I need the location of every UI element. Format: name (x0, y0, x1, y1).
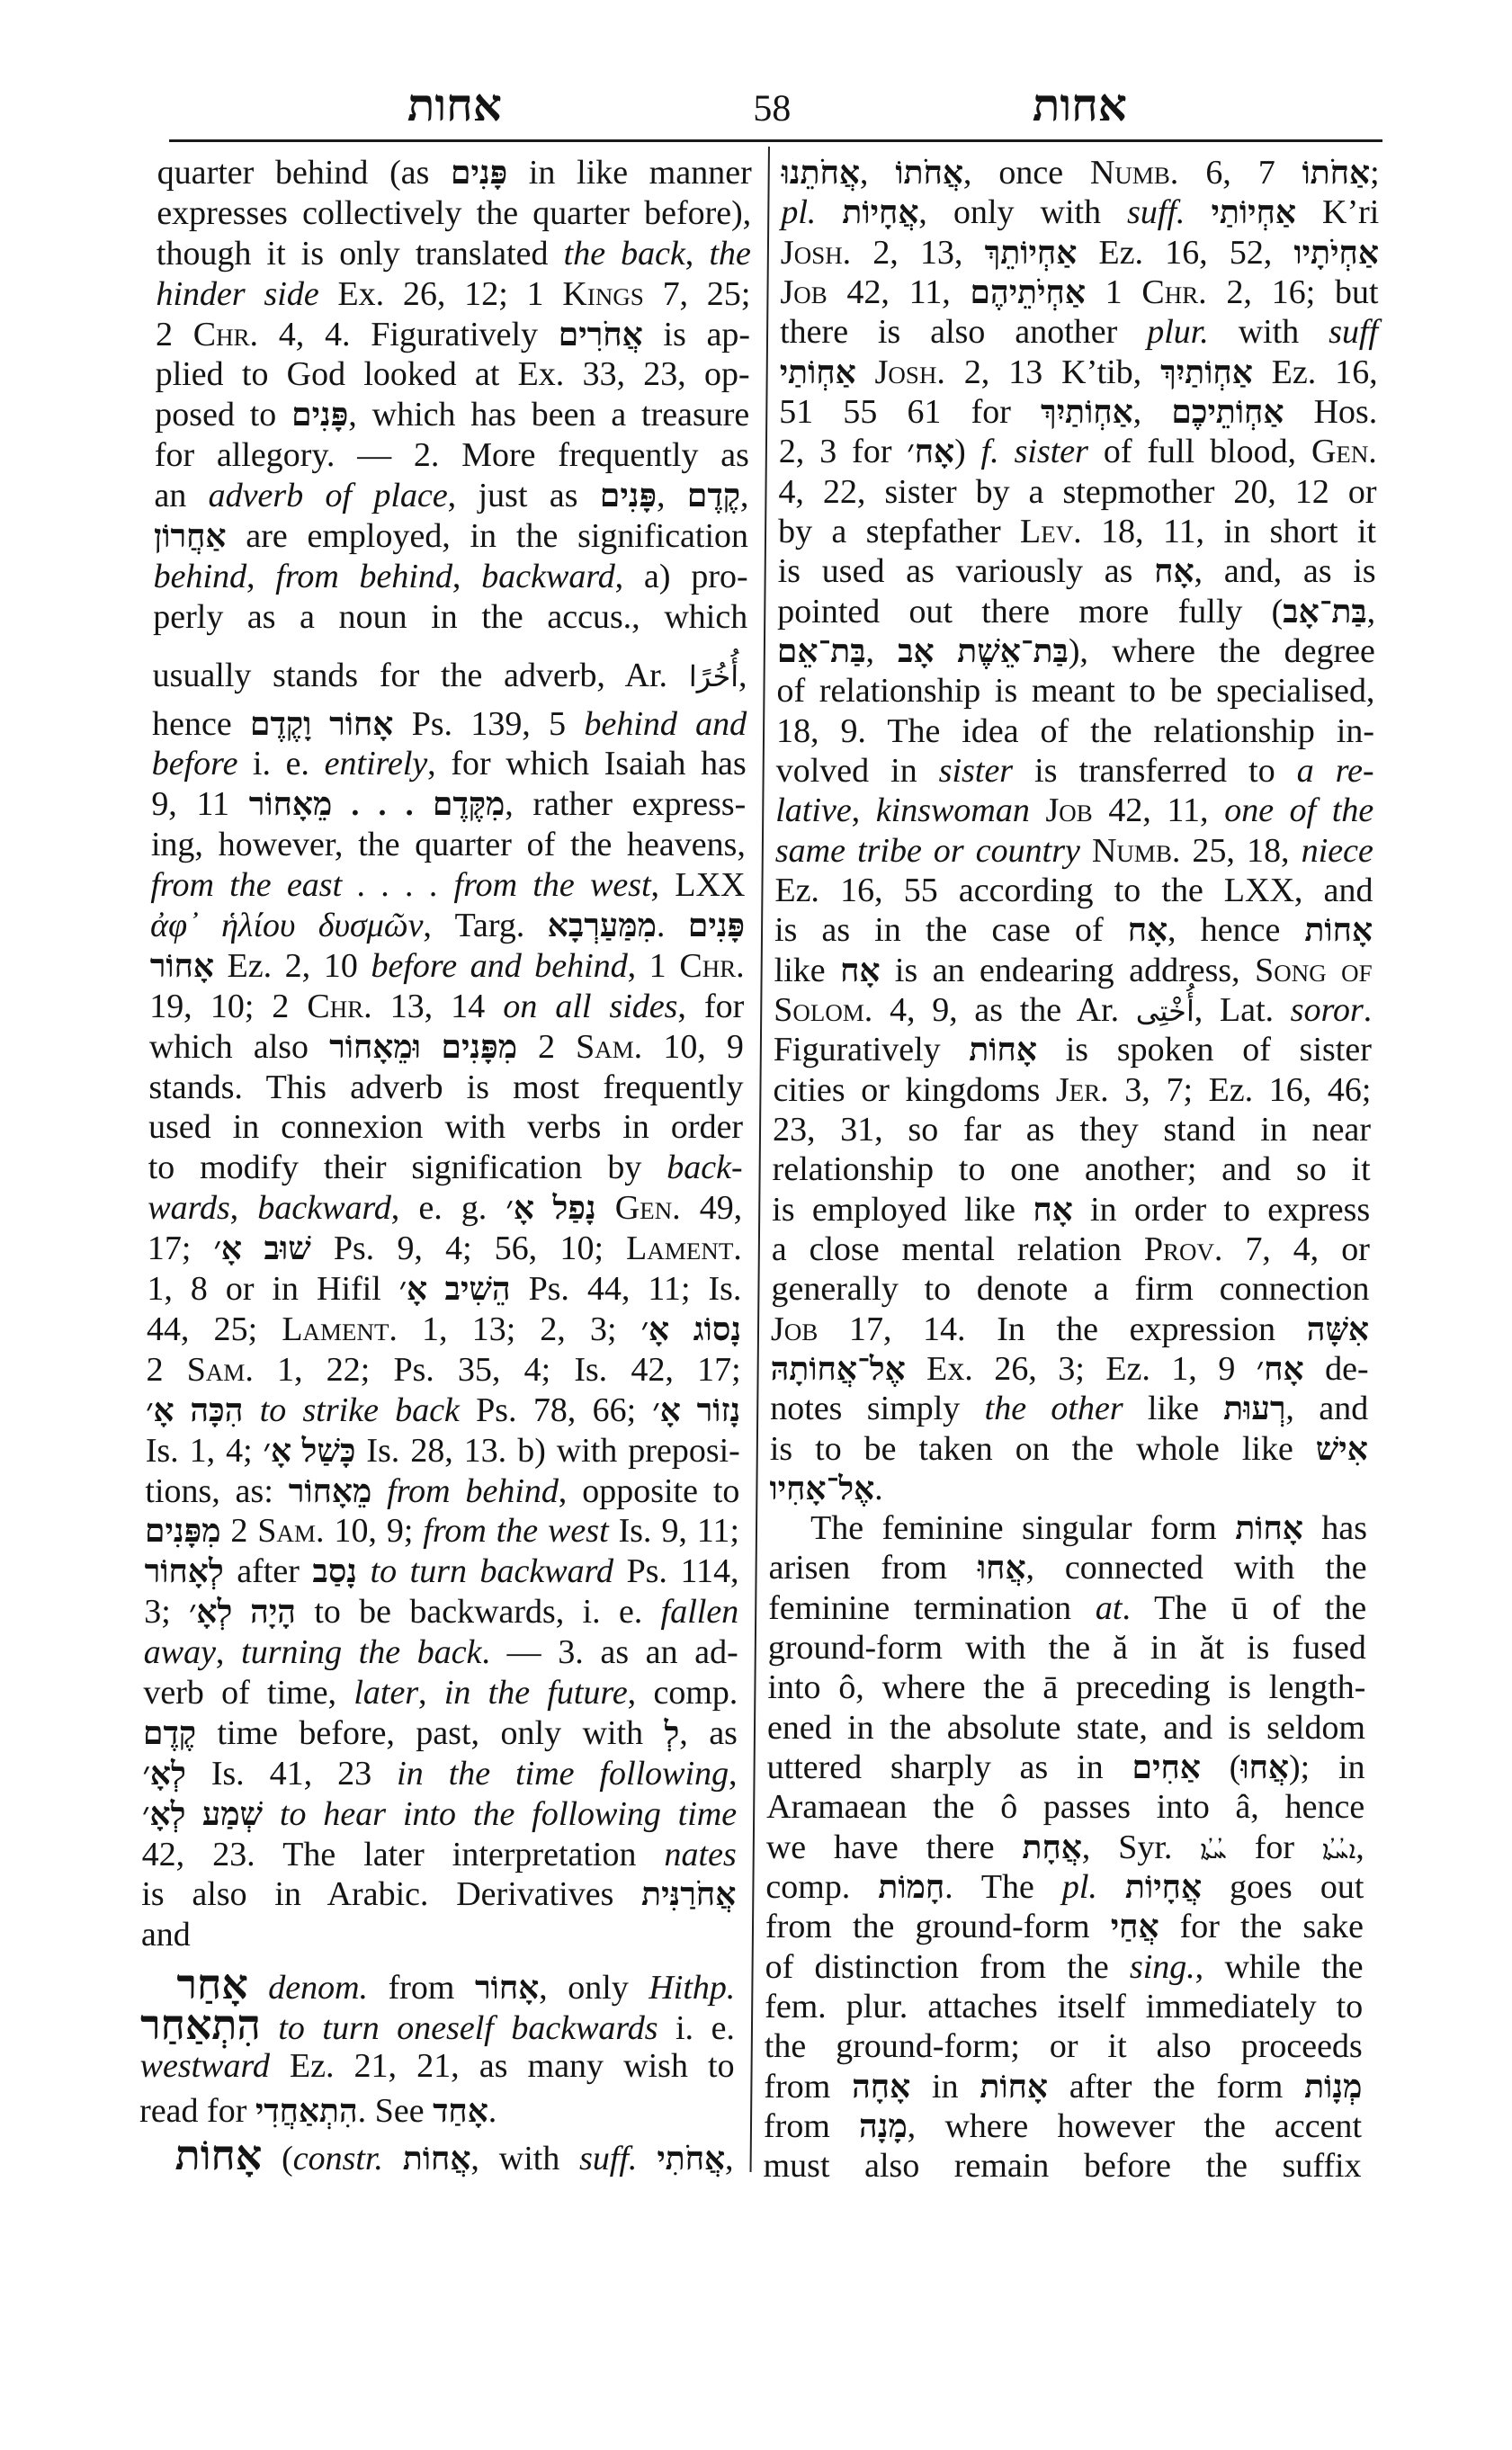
text-line: relationship to one another; and so it (772, 1150, 1371, 1189)
text-line: by a stepfather Lev. 18, 11, in short it (777, 512, 1377, 550)
italic-text: one of the (1223, 791, 1374, 830)
italic-text: westward (139, 2046, 271, 2085)
hebrew-word: אֲחָת (1022, 1829, 1083, 1865)
text-line: the ground-form; or it also proceeds (764, 2027, 1363, 2066)
text-line (142, 1794, 737, 1835)
hebrew-word: נָזוֹר אָ׳ (652, 1391, 741, 1428)
hebrew-word: לְ (664, 1714, 680, 1751)
hebrew-word: כָּשַׁל אָ׳ (263, 1432, 356, 1469)
hebrew-word: אַחְוֹתַיִךְ (1159, 353, 1254, 390)
italic-text: from the east . . . . from the west (150, 866, 651, 905)
hebrew-word: אָחוֹת (980, 2068, 1049, 2105)
hebrew-headword: אָחַר (176, 1962, 249, 2008)
italic-text: sing. (1129, 1947, 1195, 1986)
text-line: 18, 9. The idea of the relationship in- (775, 711, 1375, 750)
text-line: Is. 1, 4; כָּשַׁל אָ׳ Is. 28, 13. b) with preposi- (145, 1431, 741, 1470)
text-line: feminine termination at. The ū of the (768, 1588, 1367, 1627)
italic-text: on all sides (503, 987, 678, 1025)
book-reference: Gen. (614, 1189, 681, 1228)
italic-text: behind (153, 557, 247, 595)
book-reference: Job (1045, 791, 1093, 830)
text-line: from the east . . . . from the west, LXX (150, 866, 746, 905)
italic-text: plur. (1146, 313, 1210, 352)
text-line: 4, 22, sister by a stepmother 20, 12 or (778, 472, 1377, 511)
text-line: like אָח is an endearing address, Song of (774, 951, 1373, 989)
text-line: ing, however, the quarter of the heavens, (150, 826, 747, 864)
text-line: אֲחֹתֵנוּ, אֲחֹתוֹ, once Numb. 6, 7 אַחֹתוֹ; (781, 154, 1380, 192)
text-line: quarter behind (as פָּנִים in like manner (157, 154, 752, 192)
hebrew-word: אַחְיוֹתֵךְ (984, 234, 1078, 271)
book-reference: Chr. (307, 987, 372, 1025)
hebrew-word: אַחְיֹתָיו (1293, 234, 1380, 271)
italic-text: lative (775, 791, 852, 830)
italic-text: away (143, 1633, 217, 1672)
italic-text: sister (938, 751, 1014, 790)
hebrew-word: אָח (839, 952, 881, 988)
text-line: pointed out there more fully (בַּת־אָב, (777, 592, 1376, 630)
hebrew-word: אָחַד (432, 2092, 488, 2129)
text-line: volved in sister is transferred to a re- (775, 751, 1374, 790)
header-rule (169, 139, 1382, 142)
italic-text: suff (1329, 313, 1379, 352)
hebrew-word: הִכָּה אָ׳ (146, 1391, 244, 1428)
text-line: hinder side Ex. 26, 12; 1 Kings 7, 25; (156, 274, 751, 313)
text-line: we have there אֲחָת, Syr. ܚܳܬܳܐ for ܐܚܳܬܳܐ, (765, 1828, 1365, 1866)
text-line: 2 Sam. 1, 22; Ps. 35, 4; Is. 42, 17; (146, 1350, 741, 1389)
hebrew-word: אֲחָיוֹת (842, 194, 919, 231)
text-line: of distinction from the sing., while the (765, 1947, 1364, 1986)
hebrew-word: אַחְיוֹתַי (1211, 194, 1297, 231)
text-line: from the ground-form אֲחַי for the sake (765, 1908, 1364, 1946)
text-line: 1, 8 or in Hifil הֵשִׁיב אָ׳ Ps. 44, 11; Is. (147, 1270, 742, 1309)
italic-text: from the west (423, 1512, 609, 1551)
hebrew-word: אָחוֹת (969, 1032, 1038, 1069)
text-line: Figuratively אָחוֹת is spoken of sister (773, 1031, 1373, 1069)
italic-text: suff. (578, 2139, 638, 2177)
hebrew-word: נָסַב (312, 1553, 358, 1590)
text-line: notes simply the other like רְעוּת, and (770, 1390, 1369, 1428)
text-line: הִכָּה אָ׳ to strike back Ps. 78, 66; נָזוֹר אָ׳ (146, 1390, 741, 1429)
italic-text: backward (481, 557, 615, 595)
book-reference: Chr. (679, 946, 745, 985)
book-reference: Lament. (282, 1310, 398, 1348)
hebrew-word: אָחוֹת (1235, 1510, 1304, 1547)
text-line: is employed like אָח in order to express (772, 1190, 1371, 1229)
text-line: אֶל־אֲחוֹתָהּ Ex. 26, 3; Ez. 1, 9 אָח׳ de- (770, 1349, 1369, 1388)
italic-text: from behind (275, 557, 453, 595)
hebrew-word: פָּנִים (687, 908, 746, 944)
hebrew-word: אַחֹתוֹ (1302, 155, 1371, 191)
text-line: plied to God looked at Ex. 33, 23, op- (155, 355, 750, 394)
italic-text: the (709, 234, 752, 273)
hebrew-word: אֲחוֹת (402, 2140, 471, 2177)
hebrew-word: אָח (1127, 912, 1168, 949)
text-line: expresses collectively the quarter before), (157, 193, 752, 232)
text-line: wards, backward, e. g. נָפַל אָ׳ Gen. 49, (148, 1189, 743, 1228)
italic-text: to turn backward (370, 1552, 614, 1591)
book-reference: Sam. (257, 1512, 325, 1551)
italic-text: before and behind (371, 946, 628, 985)
book-reference: Josh. (780, 233, 852, 272)
hebrew-word: רְעוּת (1223, 1390, 1286, 1427)
italic-text: the back (563, 234, 686, 273)
italic-text: backward (257, 1189, 392, 1228)
book-reference: Job (770, 1310, 819, 1348)
text-line: and (140, 1916, 191, 1954)
text-line: אַחֲרוֹן are employed, in the signification (153, 517, 749, 556)
hebrew-word: נָפַל אָ׳ (505, 1190, 596, 1227)
text-line: 23, 31, so far as they stand in near (772, 1110, 1372, 1149)
italic-text: soror (1290, 990, 1364, 1029)
text-line: of relationship is meant to be specialised, (776, 672, 1375, 711)
hebrew-word: הָיָה לְאָ׳ (188, 1594, 297, 1631)
hebrew-word: אָח׳ (907, 434, 955, 470)
text-line: מִפָּנִים 2 Sam. 10, 9; from the west Is. 9, 11; (144, 1512, 740, 1551)
hebrew-word: מְנָוֹת (1304, 2068, 1363, 2105)
text-line: Solom. 4, 9, as the Ar. أُخْتِى, Lat. soror. (774, 990, 1373, 1029)
hebrew-headword: אָחוֹת (174, 2132, 263, 2178)
hebrew-word: מִפָּנִים וּמֵאָחוֹר (328, 1028, 518, 1065)
italic-text: a re- (1296, 751, 1374, 790)
hebrew-word: מִפָּנִים (144, 1513, 221, 1550)
text-line: is used as variously as אָח, and, as is (777, 552, 1376, 591)
hebrew-word: אֶל־אֲחוֹתָהּ (770, 1350, 906, 1387)
text-line: there is also another plur. with suff (779, 313, 1379, 352)
hebrew-word: אַחֲרוֹן (153, 518, 227, 555)
hebrew-word: אֲחוּ (977, 1550, 1026, 1587)
text-line: 19, 10; 2 Chr. 13, 14 on all sides, for (149, 987, 745, 1025)
text-line: Job 42, 11, אַחְיֹתֵיהֶם 1 Chr. 2, 16; but (780, 273, 1379, 311)
text-line: from אָחָה in אָחוֹת after the form מְנָוֹת (764, 2067, 1363, 2106)
text-line: comp. חָמוֹת. The pl. אֲחָיוֹת goes out (765, 1868, 1364, 1907)
hebrew-word: אַחְוֹתֵיכֶם (1171, 393, 1284, 430)
hebrew-word: בַּת־אֵם (776, 632, 866, 669)
italic-text: turning the back (240, 1633, 482, 1672)
text-line: בַּת־אֵם, בַּת־אֵשֶׁת אָב), where the degree (776, 631, 1376, 670)
hebrew-word: פָּנִים (291, 397, 349, 434)
hebrew-word: אָחוֹר (149, 947, 215, 984)
text-line: ἀφ᾽ ἡλίου δυσμῶν, Targ. מִמַּעַרְבָא. פָּנִים (149, 907, 746, 945)
book-reference: Jer. (1055, 1070, 1109, 1109)
hebrew-headword: הִתְאַחַר (139, 2002, 262, 2049)
text-line: away, turning the back. — 3. as an ad- (143, 1633, 738, 1672)
text-line: pl. אֲחָיוֹת, only with suff. אַחְיוֹתַי K’ri (781, 193, 1380, 232)
text-line: before i. e. entirely, for which Isaiah has (151, 745, 747, 783)
italic-text: pl. (1061, 1868, 1098, 1907)
syriac-word: ܚܳܬܳܐ (1200, 1834, 1227, 1864)
book-reference: Gen. (1311, 433, 1378, 471)
text-line: is to be taken on the whole like אִישׁ (769, 1429, 1369, 1468)
text-line: אָחוֹת (constr. אֲחוֹת, with suff. אֲחֹתִי, (174, 2132, 734, 2178)
hebrew-word: קֶדֶם (686, 478, 741, 514)
hebrew-word: אֲחֹתִי (657, 2140, 726, 2177)
hebrew-word: מִקֶּדֶם . . . מֵאָחוֹר (248, 786, 505, 823)
italic-text: f. sister (980, 433, 1089, 471)
arabic-word: أُخْتِى (1135, 993, 1195, 1028)
text-line: אָחוֹר Ez. 2, 10 before and behind, 1 Chr. (149, 946, 745, 985)
text-line: Job 17, 14. In the expression אִשָּׁה (770, 1310, 1370, 1348)
hebrew-word: אֲחֹתוֹ (895, 155, 964, 191)
italic-text: kinswoman (875, 791, 1030, 830)
italic-text: to hear into the following time (279, 1794, 738, 1833)
text-line: ground-form with the ă in ăt is fused (767, 1629, 1367, 1668)
hebrew-word: מָנָה (858, 2108, 908, 2145)
text-line: generally to denote a firm connection (771, 1270, 1370, 1309)
hebrew-word: שׁוּב אָ׳ (213, 1230, 311, 1267)
italic-text: pl. (781, 193, 817, 232)
hebrew-word: אָח (1153, 553, 1194, 590)
text-line: 2 Chr. 4, 4. Figuratively אֲחֹרִים is ap- (155, 315, 751, 353)
text-line: uttered sharply as in אַחִים (אֲחוּ); in (766, 1748, 1365, 1787)
hebrew-word: מֵאָחוֹר (288, 1472, 372, 1509)
italic-text: back- (667, 1149, 743, 1187)
book-reference: Lev. (1019, 512, 1082, 550)
hebrew-word: אַחְוֹתַיִךְ (1040, 393, 1133, 430)
hebrew-word: אָחוֹר וָקֶדֶם (249, 705, 394, 742)
hebrew-word: אָחָה (851, 2068, 911, 2105)
text-line: The feminine singular form אָחוֹת has (810, 1509, 1368, 1548)
text-line: Ez. 16, 55 according to the LXX, and (774, 871, 1373, 909)
text-line: tions, as: מֵאָחוֹר from behind, opposite to (145, 1471, 740, 1510)
italic-text: suff. (1126, 193, 1185, 232)
book-reference: Josh. (874, 353, 946, 391)
italic-text: to strike back (259, 1390, 461, 1429)
text-line: ened in the absolute state, and is seldom (766, 1708, 1366, 1747)
syriac-word: ܐܚܳܬܳܐ (1321, 1834, 1356, 1864)
hebrew-word: אֲחֹרִים (558, 316, 643, 353)
hebrew-word: אֲחַי (1110, 1909, 1159, 1945)
hebrew-word: הִתְאַחֲדִי (255, 2092, 358, 2129)
text-line: arisen from אֲחוּ, connected with the (768, 1549, 1367, 1587)
hebrew-word: לְאָ׳ (142, 1755, 187, 1792)
text-line: usually stands for the adverb, Ar. أُخُرًا, (152, 656, 747, 694)
text-line: must also remain before the suffix (763, 2147, 1362, 2186)
text-line: to modify their signification by back- (148, 1149, 743, 1187)
italic-text: wards (148, 1189, 230, 1228)
text-line: 2, 3 for אָח׳) f. sister of full blood, Gen. (778, 433, 1378, 471)
hebrew-word: אָח (1033, 1191, 1073, 1228)
italic-text: at (1095, 1588, 1123, 1627)
italic-text: nates (664, 1835, 737, 1873)
hebrew-word: אֲחֹתֵנוּ (781, 155, 861, 191)
book-reference: Numb. (1091, 831, 1181, 870)
arabic-word: أُخُرًا (688, 658, 739, 693)
text-line: verb of time, later, in the future, comp. (143, 1673, 738, 1712)
text-line: into ô, where the ā preceding is length- (767, 1668, 1366, 1707)
text-line: used in connexion with verbs in order (148, 1108, 744, 1147)
hebrew-word: אֶל־אָחִיו (769, 1470, 875, 1507)
text-line: from מָנָה, where however the accent (763, 2107, 1363, 2146)
text-line: fem. plur. attaches itself immediately to (765, 1988, 1364, 2026)
text-line: lative, kinswoman Job 42, 11, one of the (775, 791, 1374, 830)
hebrew-word: אַחְוֹתַי (779, 353, 856, 390)
hebrew-word: אַחִים (1132, 1749, 1202, 1786)
italic-text: before (151, 745, 238, 783)
text-line: Josh. 2, 13, אַחְיוֹתֵךְ Ez. 16, 52, אַחְיֹתָיו (780, 233, 1380, 272)
book-reference: Numb. (1089, 154, 1179, 192)
italic-text: behind and (584, 704, 747, 743)
text-line: a close mental relation Prov. 7, 4, or (771, 1229, 1371, 1268)
hebrew-word: הֵשִׁיב אָ׳ (398, 1271, 511, 1308)
text-line: an adverb of place, just as פָּנִים, קֶדֶם, (154, 477, 749, 515)
text-line: לְאָ׳ Is. 41, 23 in the time following, (142, 1754, 738, 1793)
text-line: though it is only translated the back, the (156, 234, 752, 273)
book-reference: Sam. (186, 1350, 255, 1389)
book-reference: Song of (1254, 951, 1373, 989)
book-reference: Job (780, 273, 828, 311)
text-line: Aramaean the ô passes into â, hence (766, 1788, 1365, 1827)
text-line: 51 55 61 for אַחְוֹתַיִךְ, אַחְוֹתֵיכֶם Hos. (779, 392, 1378, 431)
italic-text: denom. (268, 1969, 369, 2007)
text-line: הִתְאַחַר to turn oneself backwards i. e. (139, 2002, 736, 2049)
italic-text: from behind (387, 1471, 559, 1510)
italic-text: adverb of place (208, 477, 448, 515)
italic-text: later (353, 1673, 419, 1712)
italic-text: Hithp. (649, 1969, 736, 2007)
italic-text: entirely (324, 745, 428, 783)
text-line: westward Ez. 21, 21, as many wish to (139, 2046, 735, 2085)
hebrew-word: שְׁמַע לְאָ׳ (141, 1795, 264, 1832)
hebrew-word: חָמוֹת (878, 1869, 945, 1906)
hebrew-word: בַּת־אָב (1283, 593, 1367, 630)
text-line: which also מִפָּנִים וּמֵאָחוֹר 2 Sam. 10, 9 (148, 1027, 745, 1066)
text-line: קֶדֶם time before, past, only with לְ, as (142, 1713, 738, 1752)
italic-text: same tribe or country (774, 831, 1081, 870)
italic-text: niece (1301, 831, 1374, 870)
hebrew-word: אָחוֹר (474, 1970, 540, 2007)
greek-phrase: ἀφ᾽ ἡλίου δυσμῶν (149, 907, 424, 945)
book-reference: Solom. (774, 990, 873, 1029)
text-line: 44, 25; Lament. 1, 13; 2, 3; נָסוֹג אָ׳ (146, 1310, 742, 1348)
text-line: same tribe or country Numb. 25, 18, niece (774, 831, 1374, 870)
book-reference: Sam. (575, 1027, 643, 1066)
text-line: 42, 23. The later interpretation nates (141, 1835, 737, 1873)
italic-text: fallen (660, 1593, 739, 1632)
italic-text: in the time following (396, 1754, 729, 1793)
text-line: is also in Arabic. Derivatives אֲחֹרַנִּית (141, 1875, 737, 1914)
italic-text: in the future (443, 1673, 628, 1712)
page-number: 58 (753, 88, 792, 130)
text-line: אַחְוֹתַי Josh. 2, 13 K’tib, אַחְוֹתַיִךְ Ez. 16, (779, 353, 1378, 391)
hebrew-word: בַּת־אֵשֶׁת אָב (897, 632, 1069, 669)
hebrew-word: נָסוֹג אָ׳ (640, 1310, 742, 1347)
text-line: posed to פָּנִים, which has been a treasure (155, 396, 750, 434)
book-reference: Chr. (1141, 273, 1207, 311)
text-line: read for הִתְאַחֲדִי. See אָחַד. (139, 2091, 497, 2130)
text-line: 9, 11 מִקֶּדֶם . . . מֵאָחוֹר, rather express- (151, 785, 747, 824)
book-reference: Kings (562, 274, 645, 313)
italic-text: hinder side (156, 274, 319, 313)
hebrew-word: פָּנִים (599, 478, 658, 514)
hebrew-word: אִשָּׁה (1306, 1310, 1370, 1347)
italic-text: the other (984, 1390, 1123, 1428)
text-line: לְאָחוֹר after נָסַב to turn backward Ps. 114, (144, 1552, 739, 1591)
hebrew-word: אִישׁ (1315, 1430, 1369, 1467)
hebrew-word: פָּנִים (450, 155, 508, 191)
text-line: hence אָחוֹר וָקֶדֶם Ps. 139, 5 behind and (151, 704, 747, 743)
text-line: for allegory. — 2. More frequently as (154, 436, 750, 475)
text-line: אָחַר denom. from אָחוֹר, only Hithp. (176, 1962, 736, 2008)
column-right (763, 153, 1380, 2186)
column-left (139, 153, 751, 2177)
book-reference: Prov. (1143, 1229, 1223, 1268)
text-line: 3; הָיָה לְאָ׳ to be backwards, i. e. fallen (143, 1593, 739, 1632)
text-line: cities or kingdoms Jer. 3, 7; Ez. 16, 46; (773, 1070, 1372, 1109)
book-reference: Lament. (625, 1229, 743, 1268)
running-head-left: אחות (407, 80, 503, 130)
hebrew-word: אֲחָיוֹת (1124, 1869, 1203, 1906)
text-line: perly as a noun in the accus., which (153, 597, 748, 636)
book-reference: Chr. (192, 315, 259, 353)
hebrew-word: מִמַּעַרְבָא (547, 908, 658, 944)
hebrew-word: קֶדֶם (142, 1714, 197, 1751)
text-line: אֶל־אָחִיו. (769, 1469, 883, 1507)
text-line: stands. This adverb is most frequently (148, 1068, 744, 1106)
hebrew-word: לְאָחוֹר (144, 1553, 224, 1590)
hebrew-word: אָח׳ (1256, 1350, 1304, 1387)
text-line: is as in the case of אָח, hence אָחוֹת (774, 911, 1373, 950)
text-line: 17; שׁוּב אָ׳ Ps. 9, 4; 56, 10; Lament. (147, 1229, 743, 1268)
running-head-right: אחות (1032, 80, 1128, 130)
hebrew-word: אַחְיֹתֵיהֶם (970, 273, 1087, 310)
hebrew-word: אֲחוּ (1240, 1749, 1290, 1786)
text-line: behind, from behind, backward, a) pro- (153, 557, 748, 595)
italic-text: constr. (292, 2139, 384, 2177)
hebrew-word: אֲחֹרַנִּית (640, 1876, 737, 1913)
italic-text: to turn oneself backwards (278, 2009, 658, 2048)
hebrew-word: אָחוֹת (1304, 912, 1373, 949)
